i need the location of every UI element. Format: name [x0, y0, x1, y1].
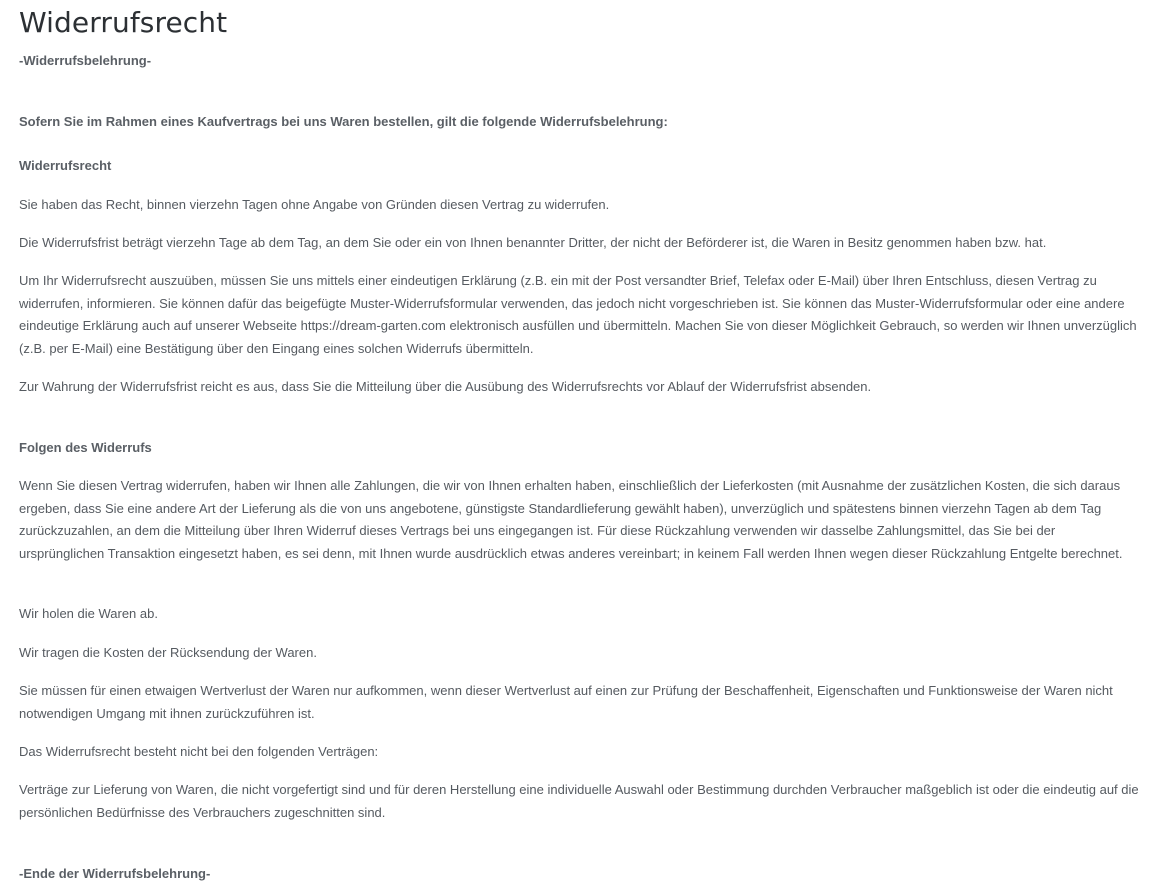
section-heading-widerrufsrecht: Widerrufsrecht	[19, 158, 112, 173]
footer-end-notice: -Ende der Widerrufsbelehrung-	[19, 866, 211, 881]
paragraph-right-to-withdraw: Sie haben das Recht, binnen vierzehn Tagen ohne Angabe von Gründen diesen Vertrag zu widerrufen.	[19, 197, 610, 212]
paragraph-withdrawal-period: Die Widerrufsfrist beträgt vierzehn Tage ab dem Tag, an dem Sie oder ein von Ihnen benannter Dritter, der nicht der Beförderer ist, die Waren in Besitz genommen haben bzw. hat.	[19, 235, 1047, 250]
paragraph-exceptions-intro: Das Widerrufsrecht besteht nicht bei den folgenden Verträgen:	[19, 744, 379, 759]
subtitle: -Widerrufsbelehrung-	[19, 53, 152, 68]
paragraph-exceptions-custom-goods: Verträge zur Lieferung von Waren, die nicht vorgefertigt sind und für deren Herstellung eine individuelle Auswahl oder Bestimmung durchden Verbraucher maßgeblich ist oder die eindeutig auf die persönlichen Bedürfnisse des Verbrauchers zugeschnitten sind.	[19, 782, 1139, 820]
paragraph-deadline-compliance: Zur Wahrung der Widerrufsfrist reicht es aus, dass Sie die Mitteilung über die Ausübung des Widerrufsrechts vor Ablauf der Widerrufsfrist absenden.	[19, 379, 872, 394]
intro-text: Sofern Sie im Rahmen eines Kaufvertrags bei uns Waren bestellen, gilt die folgende Widerrufsbelehrung:	[19, 114, 668, 129]
paragraph-return-costs: Wir tragen die Kosten der Rücksendung der Waren.	[19, 645, 317, 660]
section-heading-consequences: Folgen des Widerrufs	[19, 440, 152, 455]
page-title: Widerrufsrecht	[19, 6, 228, 39]
paragraph-exercise-withdrawal: Um Ihr Widerrufsrecht auszuüben, müssen Sie uns mittels einer eindeutigen Erklärung (z.B. ein mit der Post versandter Brief, Telefax oder E-Mail) über Ihren Entschluss, diesen Vertrag zu widerrufen, informieren. Sie können dafür das beigefügte Muster-Widerrufsformular verwenden, das jedoch nicht vorgeschrieben ist. Sie können das Muster-Widerrufsformular oder eine andere eindeutige Erklärung auch auf unserer Webseite https://dream-garten.com elektronisch ausfüllen und übermitteln. Machen Sie von dieser Möglichkeit Gebrauch, so werden wir Ihnen unverzüglich (z.B. per E-Mail) eine Bestätigung über den Eingang eines solchen Widerrufs übermitteln.	[19, 273, 1137, 356]
paragraph-value-loss: Sie müssen für einen etwaigen Wertverlust der Waren nur aufkommen, wenn dieser Wertverlust auf einen zur Prüfung der Beschaffenheit, Eigenschaften und Funktionsweise der Waren nicht notwendigen Umgang mit ihnen zurückzuführen ist.	[19, 683, 1113, 721]
paragraph-pickup: Wir holen die Waren ab.	[19, 606, 158, 621]
paragraph-refund: Wenn Sie diesen Vertrag widerrufen, haben wir Ihnen alle Zahlungen, die wir von Ihnen erhalten haben, einschließlich der Lieferkosten (mit Ausnahme der zusätzlichen Kosten, die sich daraus ergeben, dass Sie eine andere Art der Lieferung als die von uns angebotene, günstigste Standardlieferung gewählt haben), unverzüglich und spätestens binnen vierzehn Tagen ab dem Tag zurückzuzahlen, an dem die Mitteilung über Ihren Widerruf dieses Vertrags bei uns eingegangen ist. Für diese Rückzahlung verwenden wir dasselbe Zahlungsmittel, das Sie bei der ursprünglichen Transaktion eingesetzt haben, es sei denn, mit Ihnen wurde ausdrücklich etwas anderes vereinbart; in keinem Fall werden Ihnen wegen dieser Rückzahlung Entgelte berechnet.	[19, 478, 1123, 561]
